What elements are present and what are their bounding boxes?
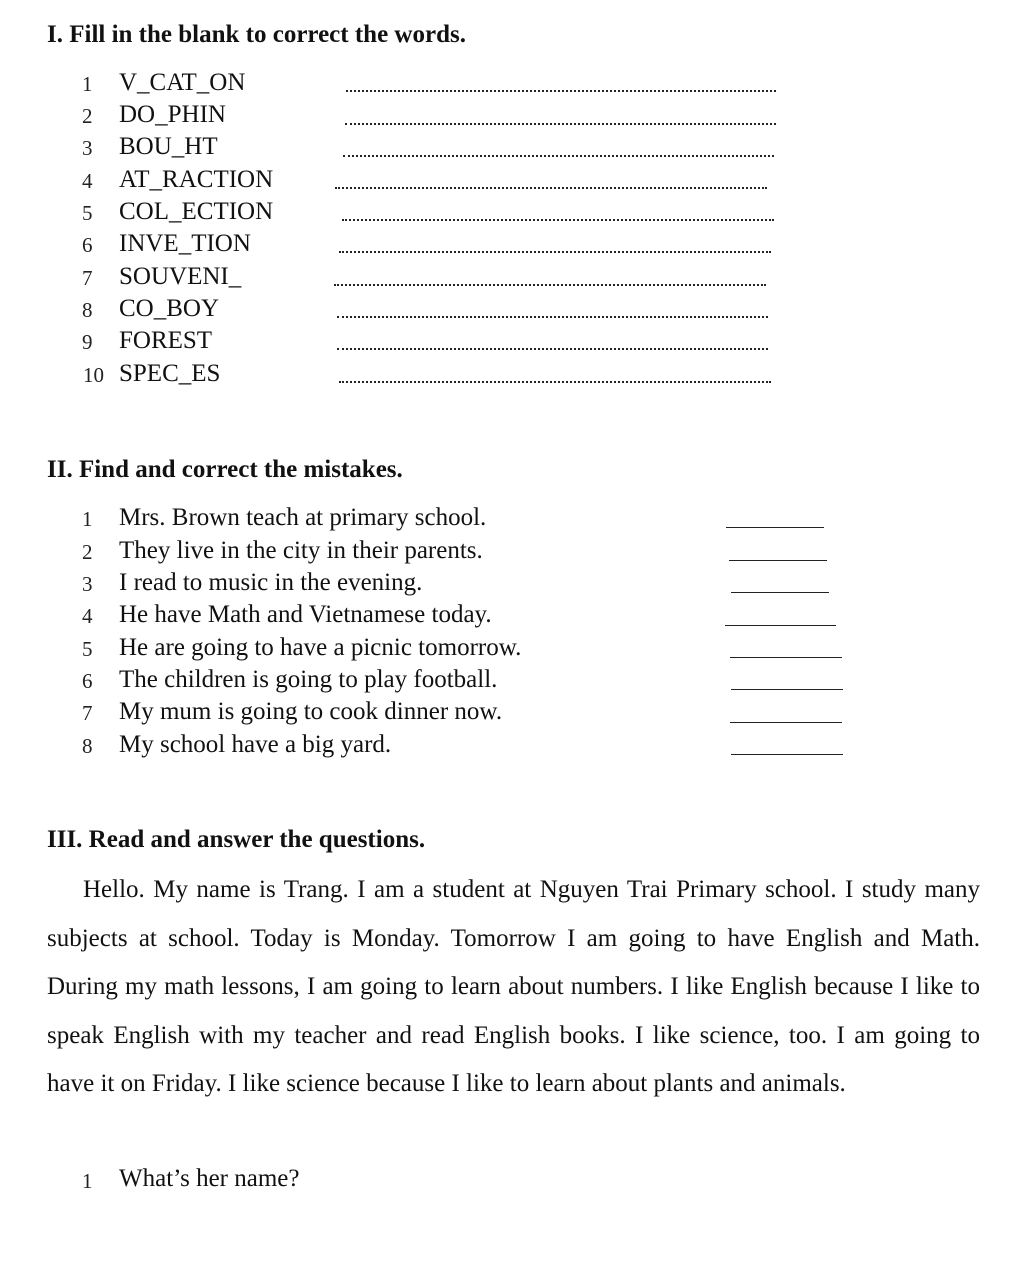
reading-passage: Hello. My name is Trang. I am a student at Nguyen Trai Primary school. I study many subjects at school. Today is Monday. Tomorrow I am going to have English and Math. During my math lessons, I am going to learn about numbers. I like English because I like to speak English with my teacher and read English books. I like science, too. I am going to have it on Friday. I like science because I like to learn about plants and animals. [47, 876, 980, 1097]
mistake-sentence: My school have a big yard. [119, 731, 392, 758]
answer-blank[interactable] [334, 284, 766, 286]
section-3-title: III. Read and answer the questions. [47, 826, 426, 853]
answer-blank[interactable] [337, 348, 768, 350]
correction-blank[interactable] [725, 625, 836, 626]
item-number: 7 [82, 266, 93, 290]
answer-blank[interactable] [339, 381, 771, 383]
question-text: What’s her name? [119, 1165, 300, 1192]
scrambled-word: FOREST [119, 327, 213, 354]
correction-blank[interactable] [730, 722, 842, 723]
item-number: 1 [82, 507, 93, 531]
item-number: 8 [82, 298, 93, 322]
correction-blank[interactable] [731, 689, 843, 690]
section-2-title: II. Find and correct the mistakes. [47, 456, 403, 483]
scrambled-word: INVE_TION [119, 230, 251, 257]
scrambled-word: DO_PHIN [119, 101, 226, 128]
mistake-sentence: Mrs. Brown teach at primary school. [119, 504, 487, 531]
scrambled-word: COL_ECTION [119, 198, 274, 225]
answer-blank[interactable] [342, 219, 774, 221]
item-number: 3 [82, 136, 93, 160]
mistake-sentence: My mum is going to cook dinner now. [119, 698, 503, 725]
mistake-sentence: I read to music in the evening. [119, 569, 423, 596]
answer-blank[interactable] [335, 187, 767, 189]
correction-blank[interactable] [730, 657, 842, 658]
item-number: 4 [82, 169, 93, 193]
item-number: 5 [82, 637, 93, 661]
scrambled-word: SPEC_ES [119, 360, 221, 387]
correction-blank[interactable] [731, 754, 843, 755]
answer-blank[interactable] [339, 251, 771, 253]
scrambled-word: V_CAT_ON [119, 69, 246, 96]
item-number: 2 [82, 104, 93, 128]
scrambled-word: AT_RACTION [119, 166, 274, 193]
item-number: 10 [83, 363, 104, 387]
correction-blank[interactable] [731, 592, 829, 593]
item-number: 4 [82, 604, 93, 628]
item-number: 2 [82, 540, 93, 564]
question-number: 1 [82, 1169, 93, 1193]
correction-blank[interactable] [726, 527, 824, 528]
answer-blank[interactable] [343, 155, 774, 157]
item-number: 9 [82, 330, 93, 354]
item-number: 6 [82, 233, 93, 257]
mistake-sentence: The children is going to play football. [119, 666, 498, 693]
answer-blank[interactable] [345, 123, 776, 125]
item-number: 6 [82, 669, 93, 693]
section-1-title: I. Fill in the blank to correct the words. [47, 21, 466, 48]
item-number: 1 [82, 72, 93, 96]
mistake-sentence: He have Math and Vietnamese today. [119, 601, 492, 628]
mistake-sentence: They live in the city in their parents. [119, 537, 483, 564]
correction-blank[interactable] [729, 560, 827, 561]
item-number: 8 [82, 734, 93, 758]
answer-blank[interactable] [337, 316, 768, 318]
mistake-sentence: He are going to have a picnic tomorrow. [119, 634, 522, 661]
scrambled-word: CO_BOY [119, 295, 220, 322]
item-number: 5 [82, 201, 93, 225]
item-number: 3 [82, 572, 93, 596]
scrambled-word: SOUVENI_ [119, 263, 242, 290]
scrambled-word: BOU_HT [119, 133, 218, 160]
answer-blank[interactable] [346, 90, 776, 92]
item-number: 7 [82, 701, 93, 725]
